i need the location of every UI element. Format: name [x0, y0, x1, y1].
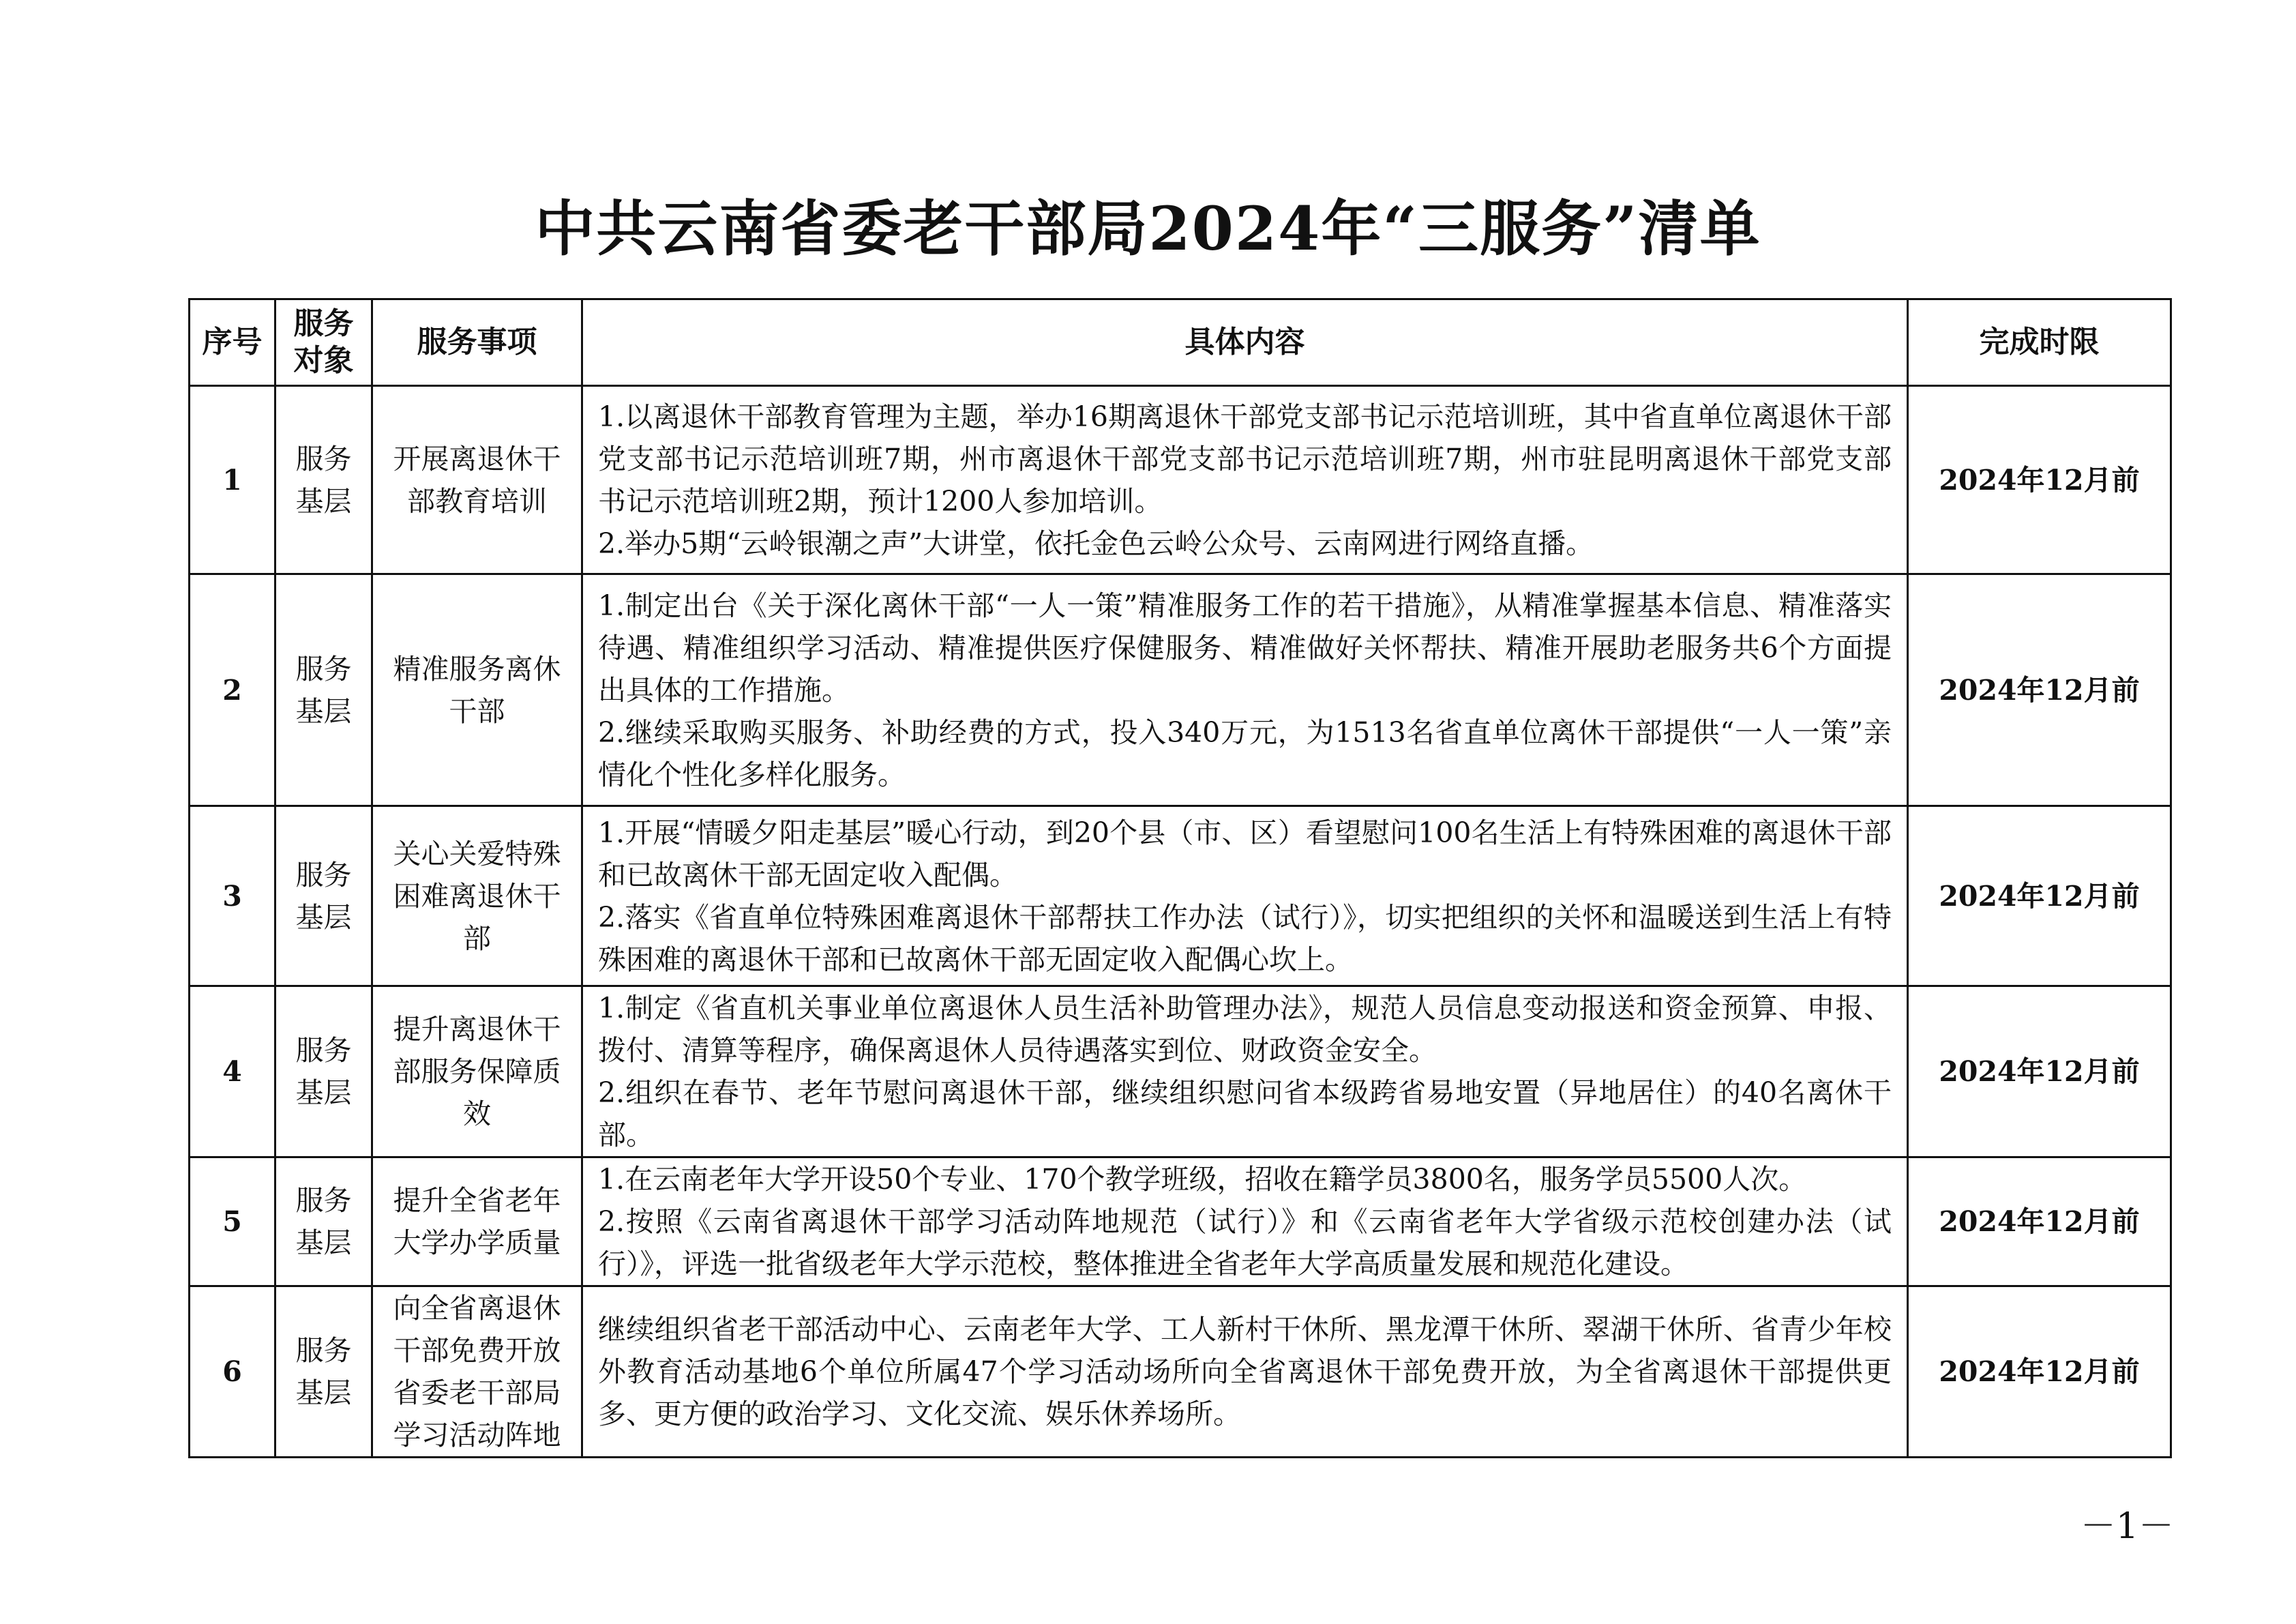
content-paragraph: 2.组织在春节、老年节慰问离退休干部，继续组织慰问省本级跨省易地安置（异地居住）的40名离休干部。: [598, 1076, 1892, 1151]
content-paragraph: 2.继续采取购买服务、补助经费的方式，投入340万元，为1513名省直单位离休干部提供“一人一策”亲情化个性化多样化服务。: [598, 715, 1892, 791]
row-item: 精准服务离休干部: [372, 574, 582, 806]
table-row: [190, 386, 2171, 574]
header-content: 具体内容: [582, 299, 1908, 386]
content-paragraph: 2.按照《云南省离退休干部学习活动阵地规范（试行）》和《云南省老年大学省级示范校创建办法（试行）》，评选一批省级老年大学示范校，整体推进全省老年大学高质量发展和规范化建设。: [598, 1205, 1892, 1280]
row-deadline: 2024年12月前: [1908, 806, 2171, 986]
row-num: 5: [190, 1157, 275, 1286]
content-paragraph: 1.在云南老年大学开设50个专业、170个教学班级，招收在籍学员3800名，服务学员5500人次。: [598, 1163, 1807, 1196]
content-paragraph: 2.举办5期“云岭银潮之声”大讲堂，依托金色云岭公众号、云南网进行网络直播。: [598, 527, 1594, 560]
row-content: [582, 1286, 1908, 1458]
content-paragraph: 1.以离退休干部教育管理为主题，举办16期离退休干部党支部书记示范培训班，其中省直单位离退休干部党支部书记示范培训班7期，州市离退休干部党支部书记示范培训班7期，州市驻昆明离退休干部党支部书记示范培训班2期，预计1200人参加培训。: [598, 400, 1892, 518]
row-content: [582, 1157, 1908, 1286]
content-paragraph: 继续组织省老干部活动中心、云南老年大学、工人新村干休所、黑龙潭干休所、翠湖干休所、省青少年校外教育活动基地6个单位所属47个学习活动场所向全省离退休干部免费开放，为全省离退休干部提供更多、更方便的政治学习、文化交流、娱乐休养场所。: [598, 1313, 1892, 1430]
row-deadline: 2024年12月前: [1908, 386, 2171, 574]
row-target: 服务基层: [275, 986, 372, 1157]
row-content: [582, 574, 1908, 806]
table-row: [190, 1157, 2171, 1286]
row-item: 关心关爱特殊困难离退休干部: [372, 806, 582, 986]
row-item: 向全省离退休干部免费开放省委老干部局学习活动阵地: [372, 1286, 582, 1458]
row-deadline: 2024年12月前: [1908, 1286, 2171, 1458]
page-number: －1－: [2080, 1506, 2174, 1547]
table-row: [190, 1286, 2171, 1458]
row-content: [582, 986, 1908, 1157]
content-paragraph: 2.落实《省直单位特殊困难离退休干部帮扶工作办法（试行）》，切实把组织的关怀和温暖送到生活上有特殊困难的离退休干部和已故离休干部无固定收入配偶心坎上。: [598, 900, 1892, 976]
header-item: 服务事项: [372, 299, 582, 386]
table-header-row: [190, 299, 2171, 386]
content-paragraph: 1.制定《省直机关事业单位离退休人员生活补助管理办法》，规范人员信息变动报送和资金预算、申报、拨付、清算等程序，确保离退休人员待遇落实到位、财政资金安全。: [598, 992, 1892, 1067]
content-paragraph: 1.制定出台《关于深化离休干部“一人一策”精准服务工作的若干措施》，从精准掌握基本信息、精准落实待遇、精准组织学习活动、精准提供医疗保健服务、精准做好关怀帮扶、精准开展助老服务共6个方面提出具体的工作措施。: [598, 589, 1892, 707]
header-num: 序号: [190, 299, 275, 386]
row-deadline: 2024年12月前: [1908, 1157, 2171, 1286]
page-title: 中共云南省委老干部局2024年“三服务”清单: [535, 193, 1761, 264]
row-num: 1: [190, 386, 275, 574]
row-target: 服务基层: [275, 806, 372, 986]
service-list-table-wrapper: [188, 298, 2170, 1458]
header-deadline: 完成时限: [1908, 299, 2171, 386]
row-target: 服务基层: [275, 386, 372, 574]
row-target: 服务基层: [275, 1157, 372, 1286]
row-item: 提升离退休干部服务保障质效: [372, 986, 582, 1157]
row-content: [582, 386, 1908, 574]
row-deadline: 2024年12月前: [1908, 986, 2171, 1157]
row-num: 6: [190, 1286, 275, 1458]
row-item: 提升全省老年大学办学质量: [372, 1157, 582, 1286]
row-num: 4: [190, 986, 275, 1157]
table-row: [190, 574, 2171, 806]
table-row: [190, 986, 2171, 1157]
content-paragraph: 1.开展“情暖夕阳走基层”暖心行动，到20个县（市、区）看望慰问100名生活上有特殊困难的离退休干部和已故离休干部无固定收入配偶。: [598, 816, 1892, 891]
table-row: [190, 806, 2171, 986]
row-content: [582, 806, 1908, 986]
row-num: 3: [190, 806, 275, 986]
service-list-table: [188, 298, 2172, 1458]
row-item: 开展离退休干部教育培训: [372, 386, 582, 574]
header-target: 服务对象: [275, 299, 372, 386]
row-target: 服务基层: [275, 1286, 372, 1458]
row-target: 服务基层: [275, 574, 372, 806]
row-num: 2: [190, 574, 275, 806]
row-deadline: 2024年12月前: [1908, 574, 2171, 806]
